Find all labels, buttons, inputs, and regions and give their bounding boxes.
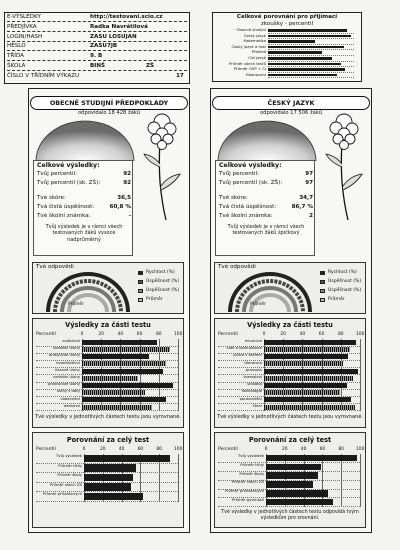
bar [84,464,136,471]
bar [82,397,166,402]
bar [82,405,152,410]
osp-gauge-inner: Průměr [68,302,84,307]
overview-row-label: Průměr všech testů [229,60,266,66]
bar-label: časové úlohy [55,366,80,372]
overview-row-label: Cizí jazyk [248,55,266,60]
right-legend-label: Průměr [328,297,345,302]
cj-dome-graphic [212,117,322,161]
cj-gauge [228,272,312,312]
bar [82,383,173,388]
left-legend-label: Úspěšnost (%) [146,288,180,293]
overview-bar [268,74,337,77]
bar-label: práce s textem [233,352,262,358]
axis-tick-label: 0 [264,447,268,452]
overview-row-label: Český jazyk a mat [231,43,266,49]
axis-tick-label: 80 [338,447,344,452]
overview-title: Celkové porovnání pro přijímací [236,14,338,20]
overview-row-label: Matematika [243,38,266,44]
bar-label: lexikologie [241,388,262,394]
left-result-label: Tvé skóre: [37,195,66,201]
right-legend-swatch [320,280,325,284]
overview-row-line [268,77,354,78]
bar-label: porozumění [239,395,262,401]
left-result-value: 92 [123,180,131,186]
axis-tick-label: 100 [174,447,183,452]
flower-illustration-right [322,112,368,222]
left-result-value: - [128,213,131,219]
bar-label: tvarosloví [243,374,262,379]
osp-parts-chart [36,332,182,418]
overview-subtitle: zkoušky - percentil [260,21,314,27]
cj-gauge-inner: Průměr [250,302,266,307]
bar-label: Průměr gymnázií [231,497,264,502]
info-value: ZASU7JB [90,43,118,50]
left-result-value: 60,8 % [109,204,131,210]
bar-label: čtení [252,402,262,408]
cj-compare-title: Porovnání za celý test [248,436,332,444]
flower-illustration-left [140,112,186,222]
left-result-value: 92 [123,171,131,177]
axis-tick-label: 20 [280,332,286,337]
gridline [360,339,361,411]
bar-label: Tvůj výsledek [55,453,82,458]
bar-label: prostorové úlohy [47,381,80,387]
bar [264,354,348,359]
axis-tick-label: 0 [262,332,266,337]
right-legend-swatch [320,298,325,302]
cj-compare-note: Tvé výsledky v jednotlivých částech testu odpovídá tvým výsledkům pro srovnání. [221,510,359,521]
right-result-label: Tvá čistá úspěšnost: [219,204,277,210]
bar-label: zobecnění [60,395,80,401]
bar [82,376,138,381]
bar-label: pravopis [245,366,262,372]
right-result-value: 97 [305,180,313,186]
right-result-value: 97 [305,171,313,177]
bar-label: Průměr třídy [58,462,82,468]
bar [264,347,350,352]
cj-parts-axis-label: Percentil [218,332,238,337]
bar-label: Průměr všech ZŠ [231,479,264,485]
info-value: http://testovani.scio.cz [90,14,163,20]
bar-label: analytické úlohy [48,352,80,358]
row-line [36,410,178,411]
cj-parts-note: Tvé výsledky v jednotlivých částech testu jsou vyrovnané. [217,414,363,420]
info-label: ŠKOLA [7,63,26,69]
osp-dome-graphic [30,117,140,161]
axis-tick-label: 80 [156,447,162,452]
right-result-value: 34,7 [299,195,313,201]
bar [264,390,340,395]
overview-bar [268,40,315,43]
overview-row-line [268,44,354,45]
osp-parts-axis-label: Percentil [36,332,56,337]
info-label: ČÍSLO V TŘÍDNÍM VÝKAZU [7,72,80,79]
left-result-label: Tvá čistá úspěšnost: [37,204,95,210]
gridline [178,339,179,411]
right-legend-label: Rychlost (%) [328,270,357,275]
left-result-label: Tvůj percentil: [37,171,78,177]
overview-bar [268,57,332,60]
cj-compare-chart [218,447,364,511]
bar [82,340,157,345]
bar [266,490,328,497]
info-divider [7,21,187,22]
info-value: Radka Navrátilová [90,23,148,30]
bar [82,390,145,395]
bar [264,405,355,410]
bar-label: skladba [247,381,262,387]
osp-parts-title: Výsledky za části testu [65,321,151,329]
osp-gauge [46,272,130,312]
right-result-label: Tvůj percentil: [219,171,260,177]
right-legend-swatch [320,289,325,293]
overview-row-line [268,33,354,34]
bar [264,376,353,381]
osp-subtitle: odpovídalo 18 428 žáků [77,110,140,116]
overview-row-line [268,72,354,73]
axis-tick-label: 0 [80,332,84,337]
left-legend-swatch [138,271,143,275]
info-divider [7,60,187,61]
bar [266,464,321,471]
bar-label: verbální úlohy [52,374,80,379]
bar-label: Průměr třídy [240,461,264,467]
bar-label: kvantitativní [56,359,80,365]
left-result-label: Tvé školní známka: [37,213,91,219]
bar [82,369,163,374]
axis-tick-label: 60 [318,332,325,337]
bar [264,369,358,374]
overview-row-line [268,38,354,39]
right-result-value: 2 [309,213,313,219]
overview-row-line [268,66,354,67]
right-legend-label: Úspěšnost (%) [328,288,362,293]
bar-label: verbální úlohy [52,345,80,351]
right-legend-swatch [320,271,325,275]
bar-label: Průměr školy [57,472,82,477]
axis-tick-label: 60 [136,332,143,337]
osp-parts-note: Tvé výsledky v jednotlivých částech testu jsou vyrovnané. [35,414,181,420]
school-type: ZŠ [146,63,155,69]
bar [82,347,170,352]
bar [84,474,133,481]
axis-tick-label: 80 [338,332,344,337]
bar-label: ovládnutí [62,338,80,343]
cj-parts-title: Výsledky za části testu [247,321,333,329]
osp-gauge-label: Tvé odpovědi [36,264,74,270]
cj-note: Tvůj výsledek je v rámci všech testovaných žáků špičkový [227,224,305,237]
bar [264,361,343,366]
info-divider [7,41,187,42]
overview-row-label: Přehled [251,49,266,55]
axis-tick-label: 80 [156,332,162,337]
axis-tick-label: 40 [299,332,306,337]
bar [264,383,347,388]
axis-tick-label: 40 [300,447,307,452]
overview-row-label: Český jazyk [243,32,266,38]
left-legend-swatch [138,298,143,302]
left-legend-label: Průměr [146,297,163,302]
overview-bar [268,63,341,66]
info-label: LOGIN/HASH [7,33,43,40]
gridline [360,454,361,507]
axis-tick-label: 40 [118,447,125,452]
overview-bar [268,68,345,71]
bar-label: Průměr přihlášených [42,491,82,496]
overview-row-line [268,55,354,56]
overview-row-line [268,49,354,50]
axis-tick-label: 20 [100,447,106,452]
osp-compare-axis-label: Percentil [36,447,56,452]
info-divider [7,50,187,51]
bar-label: literatura [244,359,262,365]
info-value: BINŠ [90,63,106,69]
cj-results-title: Celkové výsledky: [219,162,282,169]
right-result-label: Tvé skóre: [219,195,248,201]
row-line [218,410,360,411]
bar-label: úlohy s daty [56,388,80,394]
bar-label: Průměr všech ZŠ [49,481,82,487]
left-result-value: 36,5 [117,195,131,201]
row-line [218,506,360,507]
left-result-label: Tvůj percentil (sk. ZŠ): [37,180,101,186]
left-legend-swatch [138,280,143,284]
axis-tick-label: 40 [117,332,124,337]
bar [264,397,351,402]
axis-tick-label: 60 [137,447,144,452]
bar-label: Průměr přihlášených [224,488,264,494]
overview-bar [268,29,347,32]
cj-title: ČESKÝ JAZYK [212,96,370,110]
bar [266,472,318,479]
cj-subtitle: odpovídalo 17 506 žáků [259,110,322,116]
bar-label: mluvnice [244,338,262,343]
overview-bar [268,51,322,54]
cj-gauge-label: Tvé odpovědi [218,264,256,270]
info-divider [7,31,187,32]
info-label: TŘÍDA [7,53,24,60]
info-divider [7,70,187,71]
bar [84,455,170,462]
bar [266,499,333,506]
bar [82,354,149,359]
osp-title: OBECNÉ STUDIJNÍ PŘEDPOKLADY [30,96,188,110]
row-line [36,501,178,502]
bar [266,455,357,462]
right-result-value: 86,7 % [291,204,313,210]
axis-tick-label: 0 [82,447,86,452]
right-result-label: Tvé školní známka: [219,213,273,219]
osp-compare-title: Porovnání za celý test [66,436,150,444]
info-value: 17 [176,72,184,79]
axis-tick-label: 20 [282,447,288,452]
bar-label: dedukce [63,402,80,408]
info-label: HESLO [7,43,26,50]
cj-compare-axis-label: Percentil [218,447,238,452]
cj-parts-chart [218,332,364,418]
axis-tick-label: 100 [356,447,365,452]
overview-bar [268,35,351,38]
axis-tick-label: 20 [98,332,104,337]
axis-tick-label: 100 [174,332,183,337]
left-legend-label: Úspěšnost (%) [146,279,180,284]
osp-compare-chart [36,447,182,505]
left-legend-swatch [138,289,143,293]
axis-tick-label: 100 [356,332,365,337]
bar [82,361,166,366]
overview-row-line [268,61,354,62]
info-value: ZASU LOSUJAN [90,33,137,40]
axis-tick-label: 60 [319,447,326,452]
overview-row-label: Obecné studijní [236,27,266,32]
bar-label: Tvůj výsledek [237,453,264,458]
bar [264,340,356,345]
info-label: PŘEDJÍVKA [7,23,37,30]
bar [84,483,131,490]
overview-row-label: Hodnocení [245,71,266,77]
left-legend-label: Rychlost (%) [146,270,175,275]
bar [266,481,313,488]
info-value: 9. B [90,53,103,60]
right-result-label: Tvůj percentil (sk. ZŠ): [219,180,283,186]
gridline [178,454,179,502]
info-label: E-VÝSLEDKY [7,14,41,20]
overview-row-label: Průměr OSP + ČJ [233,66,266,72]
osp-note: Tvůj výsledek je v rámci všech testovaných žáků vysoce nadprůměrný [45,224,123,243]
bar-label: sloh a komunikace [226,345,262,351]
bar [84,493,143,500]
bar-label: Průměr školy [239,470,264,476]
right-legend-label: Úspěšnost (%) [328,279,362,284]
overview-bar [268,46,344,49]
overview-chart [216,28,358,80]
osp-results-title: Celkové výsledky: [37,162,100,169]
